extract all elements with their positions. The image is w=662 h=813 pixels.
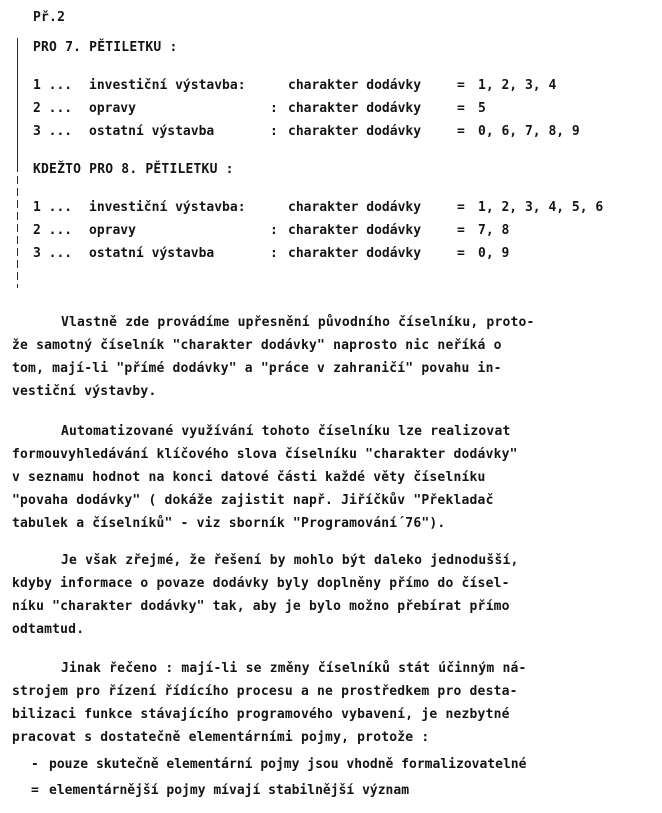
row-number: 2 ... — [33, 101, 73, 116]
row-number: 3 ... — [33, 124, 73, 139]
row-label: ostatní výstavba — [89, 124, 215, 139]
paragraph-line: v seznamu hodnot na konci datové části každé věty číselníku — [12, 470, 486, 485]
bullet-marker: - — [31, 757, 39, 772]
row-number: 1 ... — [33, 200, 73, 215]
row-label: opravy — [89, 101, 136, 116]
paragraph-line: Vlastně zde provádíme upřesnění původního číselníku, proto- — [61, 315, 535, 330]
row-eq: = — [457, 101, 465, 116]
row-values: 1, 2, 3, 4, 5, 6 — [478, 200, 604, 215]
row-number: 1 ... — [33, 78, 73, 93]
margin-bar-top — [17, 38, 18, 164]
row-values: 5 — [478, 101, 486, 116]
row-number: 3 ... — [33, 246, 73, 261]
paragraph-line: kdyby informace o povaze dodávky byly doplněny přímo do čísel- — [12, 576, 510, 591]
paragraph-line: odtamtud. — [12, 622, 85, 637]
row-key: charakter dodávky — [288, 246, 422, 261]
row-values: 7, 8 — [478, 223, 510, 238]
paragraph-line: vestiční výstavby. — [12, 384, 157, 399]
paragraph-line: že samotný číselník "charakter dodávky" naprosto nic neříká o — [12, 338, 502, 353]
row-values: 0, 9 — [478, 246, 510, 261]
row-values: 1, 2, 3, 4 — [478, 78, 557, 93]
paragraph-line: formouvyhledávání klíčového slova číselníku "charakter dodávky" — [12, 447, 518, 462]
row-separator: : — [270, 246, 278, 261]
row-key: charakter dodávky — [288, 78, 422, 93]
row-eq: = — [457, 200, 465, 215]
row-key: charakter dodávky — [288, 124, 422, 139]
row-eq: = — [457, 223, 465, 238]
row-eq: = — [457, 78, 465, 93]
bullet-marker: = — [31, 783, 39, 798]
row-separator: : — [270, 223, 278, 238]
bullet-text: pouze skutečně elementární pojmy jsou vhodně formalizovatelné — [49, 757, 527, 772]
paragraph-line: Jinak řečeno : mají-li se změny číselníků stát účinným ná- — [61, 661, 527, 676]
paragraph-line: pracovat s dostatečně elementárními pojmy, protože : — [12, 730, 430, 745]
row-eq: = — [457, 246, 465, 261]
paragraph-line: Je však zřejmé, že řešení by mohlo být daleko jednodušší, — [61, 553, 519, 568]
bullet-text: elementárnější pojmy mívají stabilnější význam — [49, 783, 410, 798]
page-label: Př.2 — [33, 10, 66, 25]
row-key: charakter dodávky — [288, 223, 422, 238]
row-number: 2 ... — [33, 223, 73, 238]
row-label: investiční výstavba: — [89, 78, 246, 93]
row-label: ostatní výstavba — [89, 246, 215, 261]
block-a-heading: PRO 7. PĚTILETKU : — [33, 40, 178, 55]
row-values: 0, 6, 7, 8, 9 — [478, 124, 580, 139]
row-label: opravy — [89, 223, 136, 238]
row-separator: : — [270, 124, 278, 139]
paragraph-line: bilizaci funkce stávajícího programového vybavení, je nezbytné — [12, 707, 510, 722]
paragraph-line: Automatizované využívání tohoto číselníku lze realizovat — [61, 424, 511, 439]
row-key: charakter dodávky — [288, 101, 422, 116]
row-label: investiční výstavba: — [89, 200, 246, 215]
paragraph-line: strojem pro řízení řídícího procesu a ne prostředkem pro desta- — [12, 684, 518, 699]
paragraph-line: níku "charakter dodávky" tak, aby je bylo možno přebírat přímo — [12, 599, 510, 614]
block-b-heading: KDEŽTO PRO 8. PĚTILETKU : — [33, 162, 234, 177]
paragraph-line: "povaha dodávky" ( dokáže zajistit např. Jiříčkův "Překladač — [12, 493, 494, 508]
paragraph-line: tom, mají-li "přímé dodávky" a "práce v zahraničí" povahu in- — [12, 361, 502, 376]
margin-bar-bottom — [17, 164, 18, 288]
row-separator: : — [270, 101, 278, 116]
paragraph-line: tabulek a číselníků" - viz sborník "Programování´76"). — [12, 516, 446, 531]
row-eq: = — [457, 124, 465, 139]
row-key: charakter dodávky — [288, 200, 422, 215]
